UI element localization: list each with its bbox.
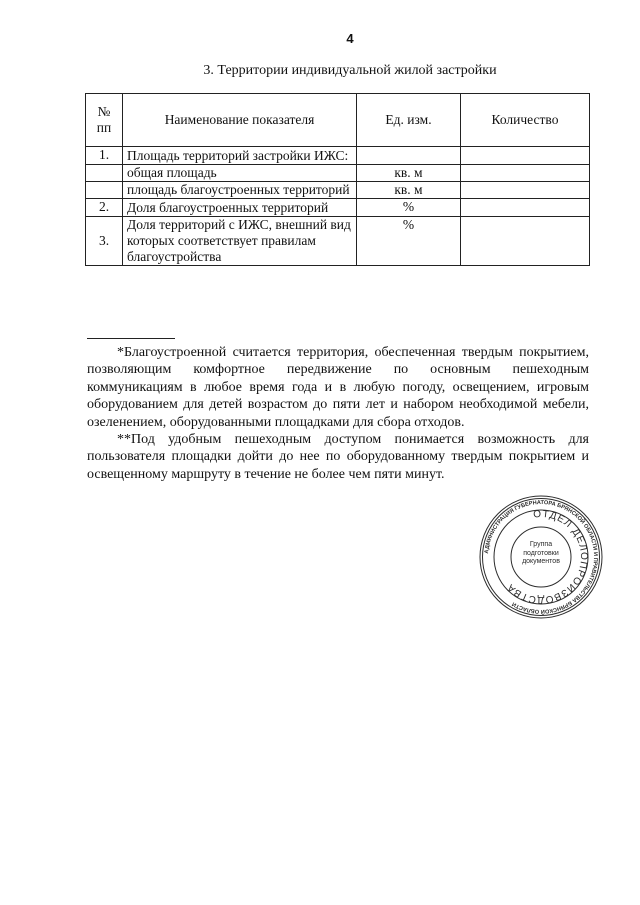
stamp-center-text: Группа подготовки документов: [522, 541, 560, 565]
row-name: Доля территорий с ИЖС, внешний вид которых соответствует правилам благоустройства: [123, 217, 357, 266]
row-num: [86, 165, 123, 182]
row-unit: %: [357, 199, 461, 217]
table-row: [86, 182, 590, 199]
header-unit: Ед. изм.: [357, 94, 461, 147]
row-name: площадь благоустроенных территорий: [123, 182, 357, 199]
page-number: 4: [346, 31, 354, 46]
row-qty: [461, 199, 590, 217]
row-num: [86, 182, 123, 199]
row-unit: кв. м: [357, 165, 461, 182]
stamp-outer-text: АДМИНИСТРАЦИЯ ГУБЕРНАТОРА БРЯНСКОЙ ОБЛАСТИ И ПРАВИТЕЛЬСТВА БРЯНСКОЙ ОБЛАСТИ: [484, 499, 599, 615]
row-unit: кв. м: [357, 182, 461, 199]
header-num: № пп: [86, 94, 123, 147]
row-num: 3.: [86, 217, 123, 266]
footnote-divider: [87, 338, 175, 339]
table-row: [86, 217, 590, 266]
row-name: Доля благоустроенных территорий: [123, 199, 357, 217]
header-qty: Количество: [461, 94, 590, 147]
table-row: [86, 199, 590, 217]
department-stamp: [478, 494, 604, 620]
table-row: [86, 147, 590, 165]
indicators-table: [85, 93, 590, 266]
header-name: Наименование показателя: [123, 94, 357, 147]
row-name: Площадь территорий застройки ИЖС:: [123, 147, 357, 165]
stamp-center: [515, 541, 567, 575]
stamp-middle-text: ОТДЕЛ ДЕЛОПРОИЗВОДСТВА: [504, 508, 590, 606]
row-unit: [357, 147, 461, 165]
section-title: 3. Территории индивидуальной жилой застройки: [203, 63, 497, 78]
row-qty: [461, 217, 590, 266]
row-unit: %: [357, 217, 461, 266]
table-header-row: [86, 94, 590, 147]
footnotes: [87, 344, 589, 483]
row-qty: [461, 182, 590, 199]
footnote-2: **Под удобным пешеходным доступом понимается возможность для пользователя площадки дойти до нее по оборудованному твердым покрытием и освещенному маршруту в течение не более чем пяти минут.: [87, 432, 589, 482]
row-qty: [461, 165, 590, 182]
row-num: 1.: [86, 147, 123, 165]
table-row: [86, 165, 590, 182]
row-name: общая площадь: [123, 165, 357, 182]
footnote-1: *Благоустроенной считается территория, обеспеченная твердым покрытием, позволяющим комфортное передвижение по основным пешеходным коммуникациям в любое время года и в любую погоду, освещением, игровым оборудованием для детей возрастом до пяти лет и набором необходимой мебели, озеленением, оборудованными площадками для сбора отходов.: [87, 345, 589, 430]
row-num: 2.: [86, 199, 123, 217]
row-qty: [461, 147, 590, 165]
